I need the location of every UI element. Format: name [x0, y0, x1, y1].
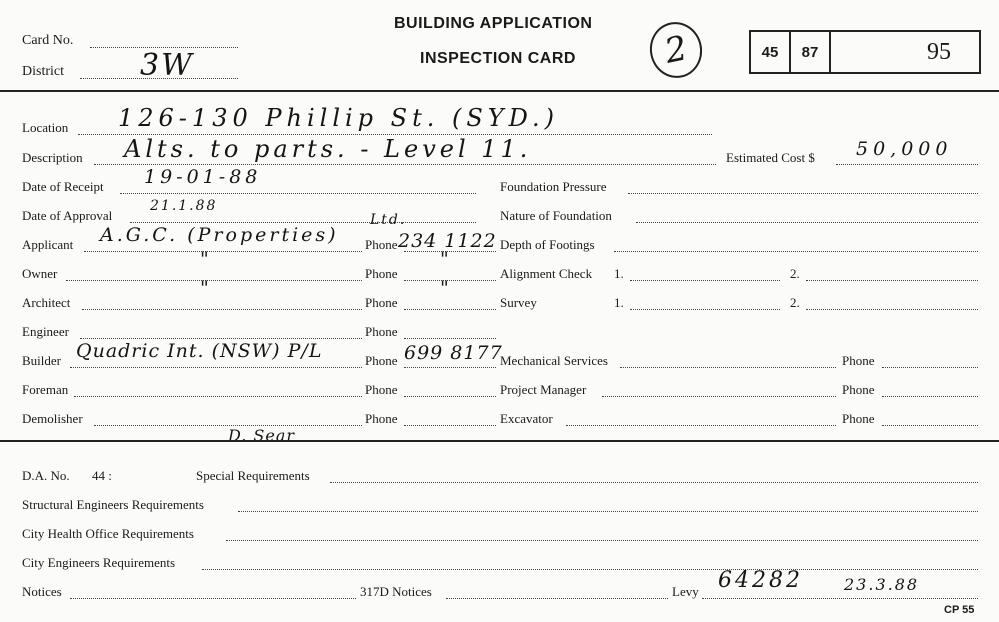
special-requirements-line — [330, 482, 978, 483]
builder-phone-label: Phone — [365, 353, 398, 368]
location-label: Location — [22, 120, 69, 135]
nature-of-foundation-label: Nature of Foundation — [500, 208, 612, 223]
architect-line — [82, 309, 362, 310]
project-manager-label: Project Manager — [500, 382, 587, 397]
engineer-phone-label: Phone — [365, 324, 398, 339]
survey-line2 — [806, 309, 978, 310]
demolisher-label: Demolisher — [22, 411, 83, 426]
form-code: CP 55 — [944, 604, 975, 616]
foreman-line — [74, 396, 362, 397]
applicant-ltd: Ltd. — [370, 212, 407, 228]
builder-line — [70, 367, 362, 368]
mechanical-services-phone-line — [882, 367, 978, 368]
excavator-label: Excavator — [500, 411, 553, 426]
date-of-receipt-value: 19-01-88 — [144, 166, 262, 188]
description-line — [94, 164, 716, 165]
owner-phone-label: Phone — [365, 266, 398, 281]
city-engineers-line — [202, 569, 978, 570]
foundation-pressure-line — [628, 193, 978, 194]
title-line2: INSPECTION CARD — [420, 50, 576, 67]
excavator-phone-line — [882, 425, 978, 426]
applicant-phone-value: 234 1122 — [398, 230, 497, 252]
structural-engineers-line — [238, 511, 978, 512]
demolisher-phone-label: Phone — [365, 411, 398, 426]
applicant-phone-label: Phone — [365, 237, 398, 252]
date-of-receipt-label: Date of Receipt — [22, 179, 104, 194]
excavator-phone-label: Phone — [842, 411, 875, 426]
district-label: District — [22, 64, 64, 79]
city-health-label: City Health Office Requirements — [22, 526, 194, 541]
location-value: 126-130 Phillip St. (SYD.) — [118, 104, 560, 132]
architect-ditto: " — [200, 277, 211, 299]
architect-phone-line — [404, 309, 496, 310]
description-label: Description — [22, 150, 83, 165]
levy-value: 64282 — [718, 568, 803, 593]
builder-label: Builder — [22, 353, 61, 368]
alignment-check-line1 — [630, 280, 780, 281]
foreman-phone-line — [404, 396, 496, 397]
middle-divider — [0, 440, 999, 442]
date-of-approval-value: 21.1.88 — [150, 198, 218, 214]
mechanical-services-label: Mechanical Services — [500, 353, 608, 368]
owner-ditto: " — [200, 248, 211, 270]
excavator-line — [566, 425, 836, 426]
alignment-check-label: Alignment Check — [500, 266, 593, 281]
date-of-approval-line — [130, 222, 476, 223]
project-manager-phone-label: Phone — [842, 382, 875, 397]
description-value: Alts. to parts. - Level 11. — [124, 135, 532, 163]
engineer-phone-line — [404, 338, 496, 339]
mechanical-services-line — [620, 367, 836, 368]
engineer-line — [80, 338, 362, 339]
alignment-check-num2: 2. — [790, 266, 800, 281]
district-value: 3W — [140, 48, 194, 83]
card-number-box — [749, 30, 981, 74]
notices-label: Notices — [22, 584, 62, 599]
applicant-value: A.G.C. (Properties) — [100, 224, 339, 246]
foreman-label: Foreman — [22, 382, 69, 397]
da-no-value: 44 : — [92, 468, 112, 483]
card-number-box-2: 87 — [791, 32, 831, 72]
da-no-label: D.A. No. — [22, 468, 70, 483]
alignment-check-line2 — [806, 280, 978, 281]
mechanical-services-phone-label: Phone — [842, 353, 875, 368]
city-health-line — [226, 540, 978, 541]
city-engineers-label: City Engineers Requirements — [22, 555, 176, 570]
levy-label: Levy — [672, 584, 699, 599]
engineer-label: Engineer — [22, 324, 69, 339]
notices-317d-label: 317D Notices — [360, 584, 432, 599]
owner-label: Owner — [22, 266, 58, 281]
architect-label: Architect — [22, 295, 71, 310]
alignment-check-num1: 1. — [614, 266, 624, 281]
survey-num1: 1. — [614, 295, 624, 310]
applicant-label: Applicant — [22, 237, 74, 252]
levy-date: 23.3.88 — [844, 575, 920, 594]
card-number-box-1: 45 — [751, 32, 791, 72]
survey-num2: 2. — [790, 295, 800, 310]
circled-number: 2 — [645, 17, 708, 83]
builder-phone-line — [404, 367, 496, 368]
nature-of-foundation-line — [636, 222, 978, 223]
project-manager-phone-line — [882, 396, 978, 397]
notices-line — [70, 598, 356, 599]
owner-line — [66, 280, 362, 281]
date-of-approval-label: Date of Approval — [22, 208, 113, 223]
estimated-cost-label: Estimated Cost $ — [726, 150, 815, 165]
owner-phone-ditto: " — [440, 248, 451, 270]
architect-phone-ditto: " — [440, 277, 451, 299]
estimated-cost-line — [836, 164, 978, 165]
architect-phone-label: Phone — [365, 295, 398, 310]
depth-of-footings-line — [614, 251, 978, 252]
estimated-cost-value: 50,000 — [856, 138, 953, 160]
top-divider — [0, 90, 999, 92]
special-requirements-label: Special Requirements — [196, 468, 310, 483]
card-number-box-3: 95 — [927, 38, 951, 65]
demolisher-phone-line — [404, 425, 496, 426]
survey-label: Survey — [500, 295, 537, 310]
survey-line1 — [630, 309, 780, 310]
card-no-label: Card No. — [22, 33, 74, 48]
structural-engineers-label: Structural Engineers Requirements — [22, 497, 204, 512]
applicant-line — [84, 251, 362, 252]
foundation-pressure-label: Foundation Pressure — [500, 179, 607, 194]
builder-value: Quadric Int. (NSW) P/L — [76, 340, 323, 362]
notices-317d-line — [446, 598, 668, 599]
levy-line — [702, 598, 978, 599]
project-manager-line — [602, 396, 836, 397]
builder-phone-value: 699 8177 — [404, 342, 503, 364]
foreman-phone-label: Phone — [365, 382, 398, 397]
date-of-receipt-line — [120, 193, 476, 194]
title-line1: BUILDING APPLICATION — [394, 15, 593, 32]
depth-of-footings-label: Depth of Footings — [500, 237, 595, 252]
demolisher-note: D. Sear — [228, 426, 296, 445]
